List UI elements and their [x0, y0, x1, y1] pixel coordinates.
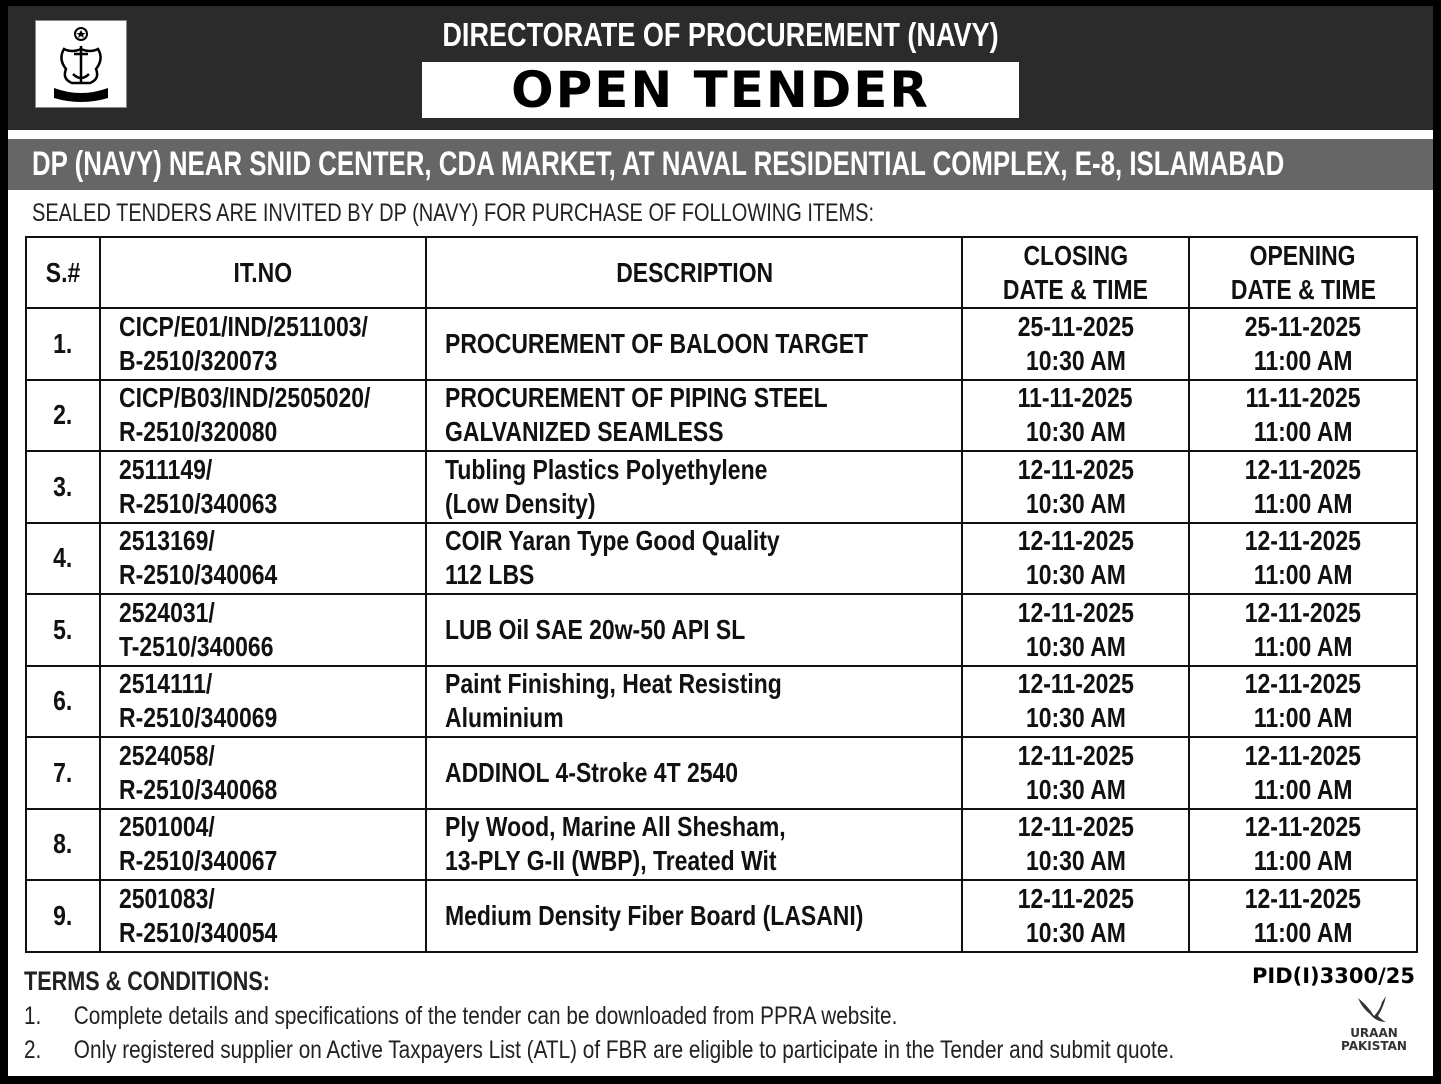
closing-time: 10:30 AM	[1025, 773, 1126, 805]
row-itno-1: 2513169/	[118, 525, 215, 557]
closing-time: 10:30 AM	[1025, 344, 1126, 376]
opening-time: 11:00 AM	[1253, 702, 1353, 734]
org-title: DIRECTORATE OF PROCUREMENT (NAVY)	[442, 16, 999, 53]
row-desc-1: Ply Wood, Marine All Shesham,	[445, 811, 786, 843]
row-itno-1: 2511149/	[118, 453, 212, 485]
row-itno-2: R-2510/340064	[118, 559, 277, 591]
opening-date: 12-11-2025	[1244, 882, 1362, 914]
table-row	[26, 380, 1417, 452]
table-row	[26, 880, 1417, 952]
closing-time: 10:30 AM	[1025, 487, 1126, 519]
opening-date: 12-11-2025	[1244, 668, 1362, 700]
term-item	[24, 1036, 1174, 1065]
closing-date: 12-11-2025	[1017, 596, 1134, 628]
table-row	[26, 308, 1417, 380]
table-row	[26, 737, 1417, 809]
table-row	[26, 809, 1417, 881]
row-sno: 4.	[53, 542, 73, 574]
opening-date: 11-11-2025	[1245, 382, 1361, 414]
closing-time: 10:30 AM	[1025, 916, 1126, 948]
row-sno: 2.	[53, 399, 73, 431]
closing-date: 12-11-2025	[1017, 882, 1134, 914]
col-sno: S.#	[45, 256, 81, 288]
row-desc-2: GALVANIZED SEAMLESS	[445, 416, 724, 448]
row-desc-1: PROCUREMENT OF PIPING STEEL	[445, 382, 828, 414]
closing-time: 10:30 AM	[1025, 559, 1126, 591]
closing-date: 12-11-2025	[1017, 811, 1134, 843]
term-number: 2.	[24, 1036, 42, 1064]
closing-time: 10:30 AM	[1025, 416, 1126, 448]
closing-date: 12-11-2025	[1017, 668, 1134, 700]
row-itno-1: 2514111/	[118, 668, 212, 700]
row-desc-2: Aluminium	[445, 702, 564, 734]
row-itno-2: R-2510/320080	[118, 416, 277, 448]
closing-time: 10:30 AM	[1025, 845, 1126, 877]
opening-time: 11:00 AM	[1253, 845, 1353, 877]
terms-title: TERMS & CONDITIONS:	[24, 966, 270, 996]
uraan-pakistan-logo	[1334, 994, 1414, 1053]
opening-time: 11:00 AM	[1253, 416, 1353, 448]
row-desc-2: 112 LBS	[445, 559, 535, 591]
pakistan-text: PAKISTAN	[1341, 1039, 1407, 1053]
opening-time: 11:00 AM	[1253, 630, 1353, 662]
bird-icon	[1354, 994, 1394, 1024]
table-row	[26, 451, 1417, 523]
opening-date: 25-11-2025	[1244, 310, 1362, 342]
opening-date: 12-11-2025	[1244, 525, 1362, 557]
opening-time: 11:00 AM	[1253, 773, 1353, 805]
table-header	[26, 237, 1417, 308]
closing-time: 10:30 AM	[1025, 702, 1126, 734]
row-sno: 7.	[53, 756, 73, 788]
row-itno-2: R-2510/340068	[118, 773, 277, 805]
tender-table	[25, 236, 1418, 953]
row-itno-1: 2524058/	[118, 739, 215, 771]
row-itno-2: R-2510/340054	[118, 916, 277, 948]
col-opening: OPENING	[1249, 239, 1356, 271]
opening-time: 11:00 AM	[1253, 916, 1353, 948]
row-desc-1: PROCUREMENT OF BALOON TARGET	[445, 327, 869, 359]
table-row	[26, 523, 1417, 595]
row-itno-2: R-2510/340063	[118, 487, 277, 519]
row-itno-2: B-2510/320073	[118, 344, 277, 376]
row-sno: 1.	[53, 327, 73, 359]
opening-date: 12-11-2025	[1244, 739, 1362, 771]
closing-date: 25-11-2025	[1017, 310, 1134, 342]
closing-date: 12-11-2025	[1017, 453, 1134, 485]
row-desc-2: 13-PLY G-II (WBP), Treated Wit	[445, 845, 777, 877]
table-row	[26, 666, 1417, 738]
row-desc-1: COIR Yaran Type Good Quality	[445, 525, 780, 557]
row-desc-1: LUB Oil SAE 20w-50 API SL	[445, 613, 746, 645]
row-itno-1: CICP/E01/IND/2511003/	[118, 310, 368, 342]
term-item	[24, 1002, 897, 1031]
row-itno-2: R-2510/340067	[118, 845, 277, 877]
closing-time: 10:30 AM	[1025, 630, 1126, 662]
term-text: Only registered supplier on Active Taxpayers List (ATL) of FBR are eligible to participate in the Tender and submit quote.	[73, 1036, 1175, 1064]
row-sno: 6.	[53, 685, 73, 717]
opening-date: 12-11-2025	[1244, 811, 1362, 843]
opening-time: 11:00 AM	[1253, 344, 1353, 376]
col-closing-sub: DATE & TIME	[1003, 273, 1149, 305]
row-desc-2: (Low Density)	[445, 487, 596, 519]
intro-text: SEALED TENDERS ARE INVITED BY DP (NAVY) FOR PURCHASE OF FOLLOWING ITEMS:	[32, 199, 875, 227]
row-desc-1: ADDINOL 4-Stroke 4T 2540	[445, 756, 739, 788]
closing-date: 12-11-2025	[1017, 739, 1134, 771]
address: DP (NAVY) NEAR SNID CENTER, CDA MARKET, AT NAVAL RESIDENTIAL COMPLEX, E-8, ISLAMABAD	[32, 145, 1285, 183]
opening-date: 12-11-2025	[1244, 453, 1362, 485]
row-desc-1: Tubling Plastics Polyethylene	[445, 453, 768, 485]
pakistan-navy-logo	[35, 20, 127, 108]
opening-time: 11:00 AM	[1253, 487, 1353, 519]
row-sno: 5.	[53, 613, 73, 645]
opening-date: 12-11-2025	[1244, 596, 1362, 628]
row-itno-1: CICP/B03/IND/2505020/	[118, 382, 371, 414]
row-desc-1: Medium Density Fiber Board (LASANI)	[445, 899, 864, 931]
term-text: Complete details and specifications of the tender can be downloaded from PPRA website.	[73, 1002, 898, 1030]
header	[8, 6, 1433, 130]
tender-ad	[8, 6, 1433, 1076]
row-itno-2: T-2510/340066	[118, 630, 274, 662]
row-itno-1: 2501004/	[118, 811, 215, 843]
closing-date: 12-11-2025	[1017, 525, 1134, 557]
row-sno: 3.	[53, 470, 73, 502]
col-itno: IT.NO	[233, 256, 293, 288]
uraan-text: URAAN	[1350, 1026, 1398, 1040]
term-number: 1.	[24, 1002, 42, 1030]
row-itno-1: 2524031/	[118, 596, 215, 628]
table-row	[26, 594, 1417, 666]
row-itno-1: 2501083/	[118, 882, 215, 914]
row-sno: 8.	[53, 828, 73, 860]
col-description: DESCRIPTION	[615, 256, 773, 288]
opening-time: 11:00 AM	[1253, 559, 1353, 591]
col-opening-sub: DATE & TIME	[1230, 273, 1376, 305]
row-itno-2: R-2510/340069	[118, 702, 277, 734]
open-tender-title: OPEN TENDER	[422, 62, 1019, 118]
col-closing: CLOSING	[1023, 239, 1128, 271]
pid-number: PID(I)3300/25	[1252, 964, 1415, 988]
row-desc-1: Paint Finishing, Heat Resisting	[445, 668, 783, 700]
row-sno: 9.	[53, 899, 73, 931]
closing-date: 11-11-2025	[1018, 382, 1133, 414]
